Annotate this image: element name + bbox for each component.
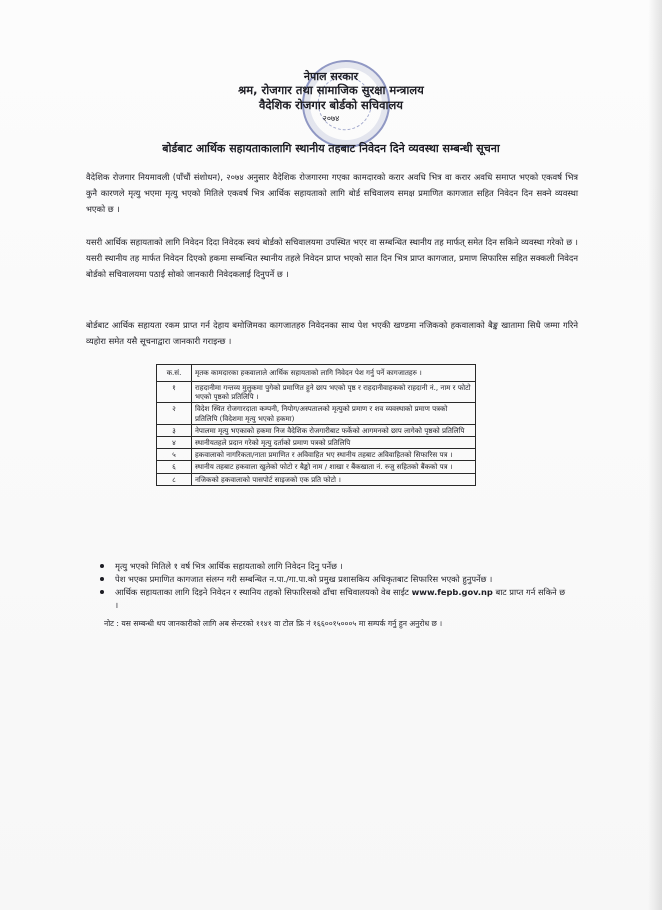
row-document: नेपालमा मृत्यु भएकाको हकमा निज वैदेशिक रोजगारीबाट फर्केको आगमनको छाप लागेको पृष्ठको प्रतिलिपि — [192, 424, 476, 436]
table-row — [157, 473, 476, 485]
paragraph-2: यसरी आर्थिक सहायताको लागि निवेदन दिदा निवेदक स्वयं बोर्डको सचिवालयमा उपस्थित भएर वा सम्बन्धित स्थानीय तह मार्फत् समेत दिन सकिने व्यवस्था गरेको छ । यसरी स्थानीय तह मार्फत निवेदन दिएको हकमा सम्बन्धित स्थानीय तहले निवेदन प्राप्त भएको सात दिन भित्र प्राप्त कागजात, प्रमाण सिफारिस सहित सक्कली निवेदन बोर्डको सचिवालयमा पठाई सोको जानकारी निवेदकलाई दिनुपर्ने छ । — [86, 237, 578, 279]
website-link[interactable]: www.fepb.gov.np — [411, 587, 493, 597]
table-header-row — [157, 365, 476, 382]
row-serial: ५ — [157, 449, 192, 461]
bullet-text: आर्थिक सहायताका लागि दिइने निवेदन र स्थानिय तहको सिफारिसको ढाँचा सचिवालयको वेब साईट — [115, 587, 412, 597]
paragraph-1: वैदेशिक रोजगार नियमावली (पाँचौं संशोधन), २०७४ अनुसार वैदेशिक रोजगारमा गएका कामदारको करार अवधि भित्र वा करार अवधि समाप्त भएको एकवर्ष भित्र कुनै कारणले मृत्यु भएमा मृत्यु भएको मितिले एकवर्ष भित्र आर्थिक सहायताको लागि बोर्ड सचिवालय समक्ष प्रमाणित कागजात सहित निवेदन दिन सक्ने व्यवस्था भएको छ । — [86, 172, 578, 214]
row-document: नजिकको हकवालाको पासपोर्ट साइजको एक प्रति फोटो । — [192, 473, 476, 485]
header-government: नेपाल सरकार — [303, 70, 359, 83]
row-serial: २ — [157, 403, 192, 424]
table-row — [157, 382, 476, 403]
bullet-icon — [100, 564, 104, 568]
header-documents: मृतक कामदारका हकवालाले आर्थिक सहायताको लागि निवेदन पेश गर्नु पर्ने कागजातहरु । — [192, 365, 476, 382]
row-serial: ३ — [157, 424, 192, 436]
letterhead — [0, 70, 662, 124]
table-row — [157, 403, 476, 424]
bullet-icon — [100, 590, 104, 594]
required-documents-table — [156, 364, 476, 486]
header-ministry: श्रम, रोजगार तथा सामाजिक सुरक्षा मन्त्रालय — [238, 83, 424, 97]
header-serial: क.सं. — [157, 365, 192, 382]
list-item — [100, 573, 570, 586]
table-row — [157, 461, 476, 473]
header-secretariat: वैदेशिक रोजगार बोर्डको सचिवालय — [259, 98, 403, 112]
list-item — [100, 560, 570, 573]
row-document: स्थानीय तहबाट हकवाला खुलेको फोटो र बैङ्को नाम / शाखा र बैंकखाता नं. रुजु सहितको बैंकको पत्र । — [192, 461, 476, 473]
row-document: विदेश स्थित रोजगारदाता कम्पनी, नियोग/अस्पतालको मृत्युको प्रमाण र शव व्यवस्थाको प्रमाण पत्रको प्रतिलिपि (विदेशमा मृत्यु भएको हकमा) — [192, 403, 476, 424]
table-row — [157, 437, 476, 449]
paragraph-3: बोर्डबाट आर्थिक सहायता रकम प्राप्त गर्न देहाय बमोजिमका कागजातहरु निवेदनका साथ पेश भएकी खण्डमा नजिकको हकवालाको बैङ्क खातामा सिधै जम्मा गरिने व्यहोरा समेत यसै सूचनाद्वारा जानकारी गराइन्छ । — [86, 320, 578, 346]
row-document: स्थानीयतहले प्रदान गरेको मृत्यु दर्ताको प्रमाण पत्रको प्रतिलिपि — [192, 437, 476, 449]
bullet-text-after: बाट प्राप्त गर्न सकिने छ । — [115, 587, 566, 610]
row-document: हकवालाको नागरिकता/नाता प्रमाणित र अविवाहित भए स्थानीय तहबाट अविवाहितको सिफारिस पत्र । — [192, 449, 476, 461]
row-serial: ८ — [157, 473, 192, 485]
row-serial: ६ — [157, 461, 192, 473]
table-row — [157, 424, 476, 436]
row-document: राहदानीमा गन्तव्य मुलुकमा पुगेको प्रमाणित हुने छाप भएको पृष्ठ र राहदानीवाहकको राहदानी नं., नाम र फोटो भएको पृष्ठको प्रतिलिपि । — [192, 382, 476, 403]
notice-title: बोर्डबाट आर्थिक सहायताकालागि स्थानीय तहबाट निवेदन दिने व्यवस्था सम्बन्धी सूचना — [162, 142, 500, 155]
table-row — [157, 449, 476, 461]
page-edge-shadow — [648, 0, 662, 910]
list-item — [100, 586, 570, 611]
bullet-text: पेश भएका प्रमाणित कागजात संलग्न गरी सम्बन्धित न.पा./गा.पा.को प्रमुख प्रशासकिय अधिकृतबाट सिफारिस भएको हुनुपर्नेछ । — [115, 574, 493, 584]
header-year: २०७४ — [322, 114, 340, 123]
footer-note: नोट : यस सम्बन्धी थप जानकारीको लागि अब सेन्टरको ११४१ वा टोल फ्रि नं १६६००१५०००५ मा सम्पर्क गर्नु हुन अनुरोध छ । — [104, 619, 443, 628]
bullet-text: मृत्यु भएको मितिले १ वर्ष भित्र आर्थिक सहायताको लागि निवेदन दिनु पर्नेछ । — [115, 561, 343, 571]
bullet-icon — [100, 577, 104, 581]
row-serial: ४ — [157, 437, 192, 449]
conditions-list — [100, 560, 570, 612]
row-serial: १ — [157, 382, 192, 403]
